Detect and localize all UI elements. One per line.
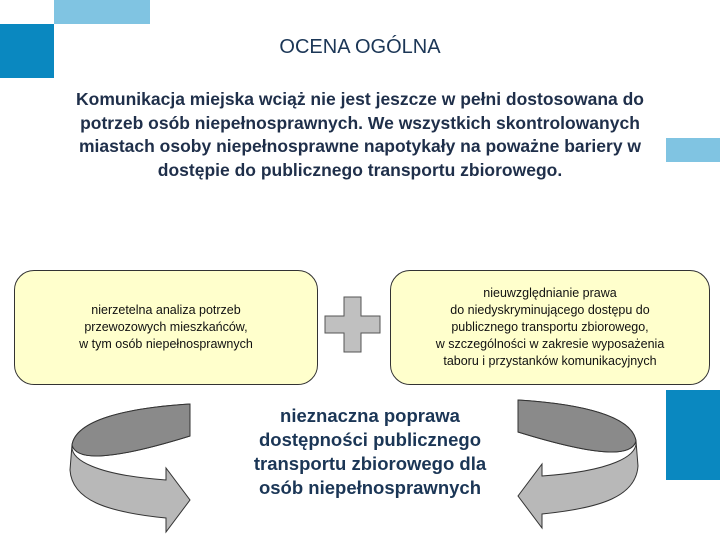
decor-square-dark-right <box>666 390 720 480</box>
plus-icon <box>324 296 382 354</box>
left-cause-text: nierzetelna analiza potrzeb przewozowych mieszkańców, w tym osób niepełnosprawnych <box>79 303 253 351</box>
slide-title: OCENA OGÓLNA <box>279 36 441 58</box>
decor-square-light-right <box>666 138 720 162</box>
left-cause-box <box>14 270 318 385</box>
right-cause-text: nieuwzględnianie prawa do niedyskryminującego dostępu do publicznego transportu zbiorowego, w szczególności w zakresie wyposażenia taboru i przystanków komunikacyjnych <box>435 286 665 368</box>
curved-arrow-right-icon <box>512 396 642 531</box>
curved-arrow-left-icon <box>66 400 196 535</box>
right-cause-box <box>390 270 710 385</box>
result-text: nieznaczna poprawa dostępności publicznego transportu zbiorowego dla osób niepełnosprawnych <box>253 405 487 498</box>
decor-square-light <box>54 0 150 24</box>
intro-text: Komunikacja miejska wciąż nie jest jeszcze w pełni dostosowana do potrzeb osób niepełnosprawnych. We wszystkich skontrolowanych miastach osoby niepełnosprawne napotykały na poważne bariery w dostępie do publicznego transportu zbiorowego. <box>76 89 644 180</box>
